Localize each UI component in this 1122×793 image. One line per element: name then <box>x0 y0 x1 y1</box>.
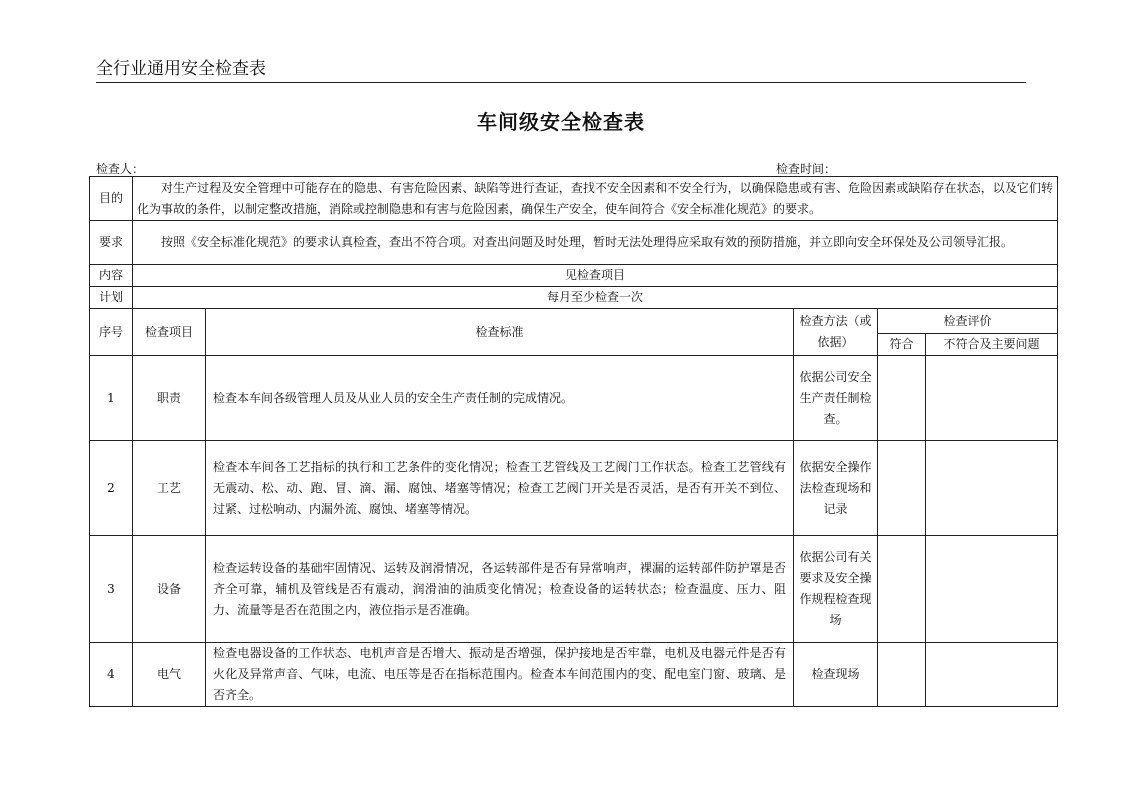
row-no: 3 <box>90 536 133 643</box>
document-title: 车间级安全检查表 <box>477 110 645 134</box>
row-nonconform-cell[interactable] <box>926 356 1058 441</box>
row-item: 电气 <box>133 643 206 707</box>
inspection-table <box>89 176 1058 707</box>
plan-label: 计划 <box>90 287 133 309</box>
row-nonconform-cell[interactable] <box>926 643 1058 707</box>
row-standard: 检查本车间各级管理人员及从业人员的安全生产责任制的完成情况。 <box>206 356 794 441</box>
row-no: 4 <box>90 643 133 707</box>
inspector-label: 检查人： <box>96 162 145 176</box>
purpose-label: 目的 <box>90 177 133 221</box>
col-header-no: 序号 <box>90 309 133 356</box>
purpose-content: 对生产过程及安全管理中可能存在的隐患、有害危险因素、缺陷等进行查证，查找不安全因素和不安全行为，以确保隐患或有害、危险因素或缺陷存在状态，以及它们转化为事故的条件，以制定整改措施，消除或控制隐患和有害与危险因素，确保生产安全，使车间符合《安全标准化规范》的要求。 <box>133 177 1058 221</box>
row-method: 依据安全操作法检查现场和记录 <box>794 441 878 536</box>
table-row <box>90 356 1058 441</box>
requirement-content: 按照《安全标准化规范》的要求认真检查，查出不符合项。对查出问题及时处理，暂时无法处理得应采取有效的预防措施，并立即向安全环保处及公司领导汇报。 <box>133 221 1058 265</box>
row-method: 依据公司有关要求及安全操作规程检查现场 <box>794 536 878 643</box>
column-header-row <box>90 309 1058 334</box>
col-header-conform: 符合 <box>878 334 926 356</box>
info-row-requirement <box>90 221 1058 265</box>
table-row <box>90 441 1058 536</box>
col-header-item: 检查项目 <box>133 309 206 356</box>
col-header-method: 检查方法（或依据） <box>794 309 878 356</box>
plan-value: 每月至少检查一次 <box>133 287 1058 309</box>
requirement-label: 要求 <box>90 221 133 265</box>
info-row-content <box>90 265 1058 287</box>
info-row-plan <box>90 287 1058 309</box>
row-no: 2 <box>90 441 133 536</box>
inspection-time-label: 检查时间： <box>776 162 837 176</box>
row-no: 1 <box>90 356 133 441</box>
row-item: 职责 <box>133 356 206 441</box>
row-item: 设备 <box>133 536 206 643</box>
row-nonconform-cell[interactable] <box>926 536 1058 643</box>
row-nonconform-cell[interactable] <box>926 441 1058 536</box>
row-item: 工艺 <box>133 441 206 536</box>
row-conform-cell[interactable] <box>878 536 926 643</box>
col-header-evaluation: 检查评价 <box>878 309 1058 334</box>
content-value: 见检查项目 <box>133 265 1058 287</box>
info-row-purpose <box>90 177 1058 221</box>
col-header-nonconform: 不符合及主要问题 <box>926 334 1058 356</box>
content-label: 内容 <box>90 265 133 287</box>
row-conform-cell[interactable] <box>878 643 926 707</box>
row-conform-cell[interactable] <box>878 441 926 536</box>
col-header-standard: 检查标准 <box>206 309 794 356</box>
row-conform-cell[interactable] <box>878 356 926 441</box>
row-method: 检查现场 <box>794 643 878 707</box>
page-header: 全行业通用安全检查表 <box>96 58 1026 83</box>
row-standard: 检查运转设备的基础牢固情况、运转及润滑情况，各运转部件是否有异常响声，裸漏的运转部件防护罩是否齐全可靠，辅机及管线是否有震动，润滑油的油质变化情况；检查设备的运转状态；检查温度、压力、阻力、流量等是否在范围之内，液位指示是否准确。 <box>206 536 794 643</box>
table-row <box>90 643 1058 707</box>
table-row <box>90 536 1058 643</box>
row-standard: 检查电器设备的工作状态、电机声音是否增大、振动是否增强，保护接地是否牢靠，电机及电器元件是否有火化及异常声音、气味，电流、电压等是否在指标范围内。检查本车间范围内的变、配电室门窗、玻璃、是否齐全。 <box>206 643 794 707</box>
row-standard: 检查本车间各工艺指标的执行和工艺条件的变化情况；检查工艺管线及工艺阀门工作状态。检查工艺管线有无震动、松、动、跑、冒、滴、漏、腐蚀、堵塞等情况；检查工艺阀门开关是否灵活，是否有开关不到位、过紧、过松响动、内漏外流、腐蚀、堵塞等情况。 <box>206 441 794 536</box>
row-method: 依据公司安全生产责任制检查。 <box>794 356 878 441</box>
